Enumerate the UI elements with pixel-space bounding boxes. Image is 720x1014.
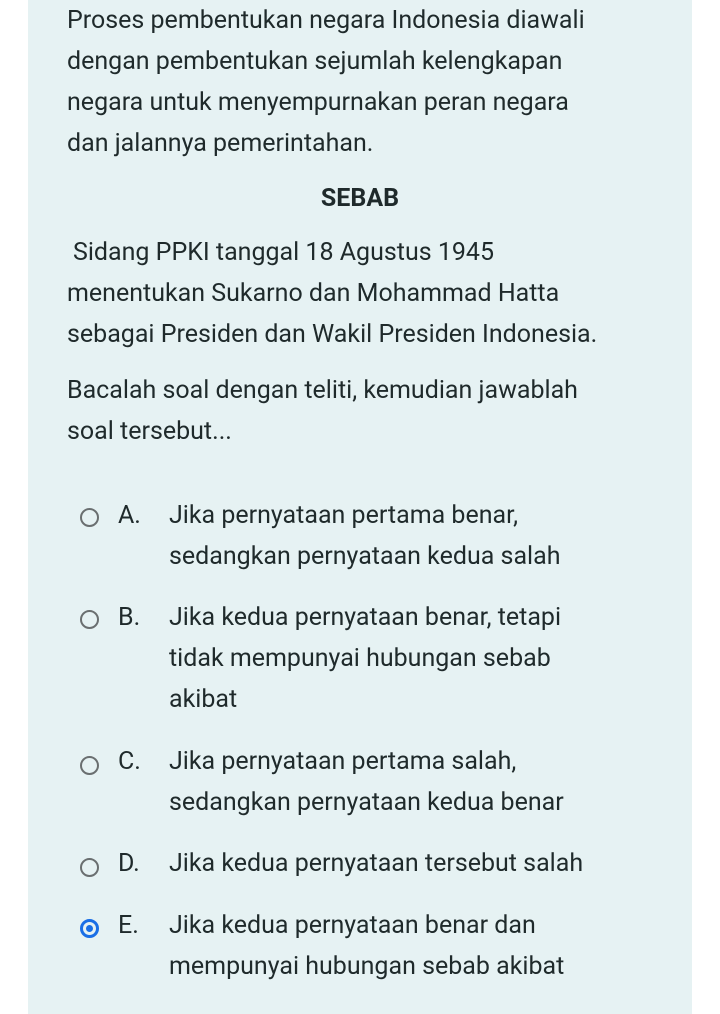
radio-button-a[interactable] — [80, 508, 99, 527]
option-a[interactable] — [80, 495, 680, 577]
question-card — [28, 0, 692, 1014]
option-letter: A. — [118, 501, 141, 530]
option-text-line: Jika kedua pernyataan benar, tetapi — [169, 603, 562, 632]
option-d[interactable] — [80, 843, 680, 884]
statement-2 — [67, 232, 597, 355]
connector-sebab: SEBAB — [320, 184, 400, 213]
option-e[interactable] — [80, 905, 680, 987]
option-text — [169, 843, 583, 884]
instruction-line: Bacalah soal dengan teliti, kemudian jawablah — [67, 376, 578, 405]
instruction — [67, 370, 578, 452]
option-text — [169, 905, 564, 987]
option-text — [169, 741, 564, 823]
statement-1-line: dengan pembentukan sejumlah kelengkapan — [67, 47, 563, 76]
statement-2-line: sebagai Presiden dan Wakil Presiden Indonesia. — [67, 320, 598, 349]
radio-button-d[interactable] — [80, 858, 99, 877]
option-text-line: sedangkan pernyataan kedua benar — [169, 788, 564, 817]
radio-button-b[interactable] — [80, 610, 99, 629]
option-text — [169, 597, 561, 720]
option-letter: B. — [118, 603, 141, 632]
option-text-line: akibat — [169, 685, 238, 714]
statement-2-line: Sidang PPKI tanggal 18 Agustus 1945 — [73, 238, 495, 267]
option-letter: C. — [118, 747, 141, 776]
option-text-line: Jika pernyataan pertama benar, — [169, 501, 519, 530]
statement-1 — [67, 0, 585, 164]
radio-button-c[interactable] — [80, 756, 99, 775]
option-text-line: Jika kedua pernyataan benar dan — [169, 911, 536, 940]
statement-1-line: dan jalannya pemerintahan. — [67, 129, 374, 158]
option-text-line: Jika kedua pernyataan tersebut salah — [169, 849, 584, 878]
instruction-line: soal tersebut... — [67, 417, 232, 446]
statement-1-line: Proses pembentukan negara Indonesia diawali — [67, 6, 585, 35]
option-text-line: Jika pernyataan pertama salah, — [169, 747, 517, 776]
option-text-line: mempunyai hubungan sebab akibat — [169, 952, 565, 981]
option-text-line: tidak mempunyai hubungan sebab — [169, 644, 551, 673]
option-letter: D. — [118, 849, 140, 878]
option-c[interactable] — [80, 741, 680, 823]
option-letter: E. — [118, 911, 139, 940]
option-text — [169, 495, 561, 577]
statement-1-line: negara untuk menyempurnakan peran negara — [67, 88, 569, 117]
option-b[interactable] — [80, 597, 680, 720]
option-text-line: sedangkan pernyataan kedua salah — [169, 542, 561, 571]
statement-2-line: menentukan Sukarno dan Mohammad Hatta — [67, 279, 560, 308]
radio-button-e-selected[interactable] — [80, 919, 99, 938]
